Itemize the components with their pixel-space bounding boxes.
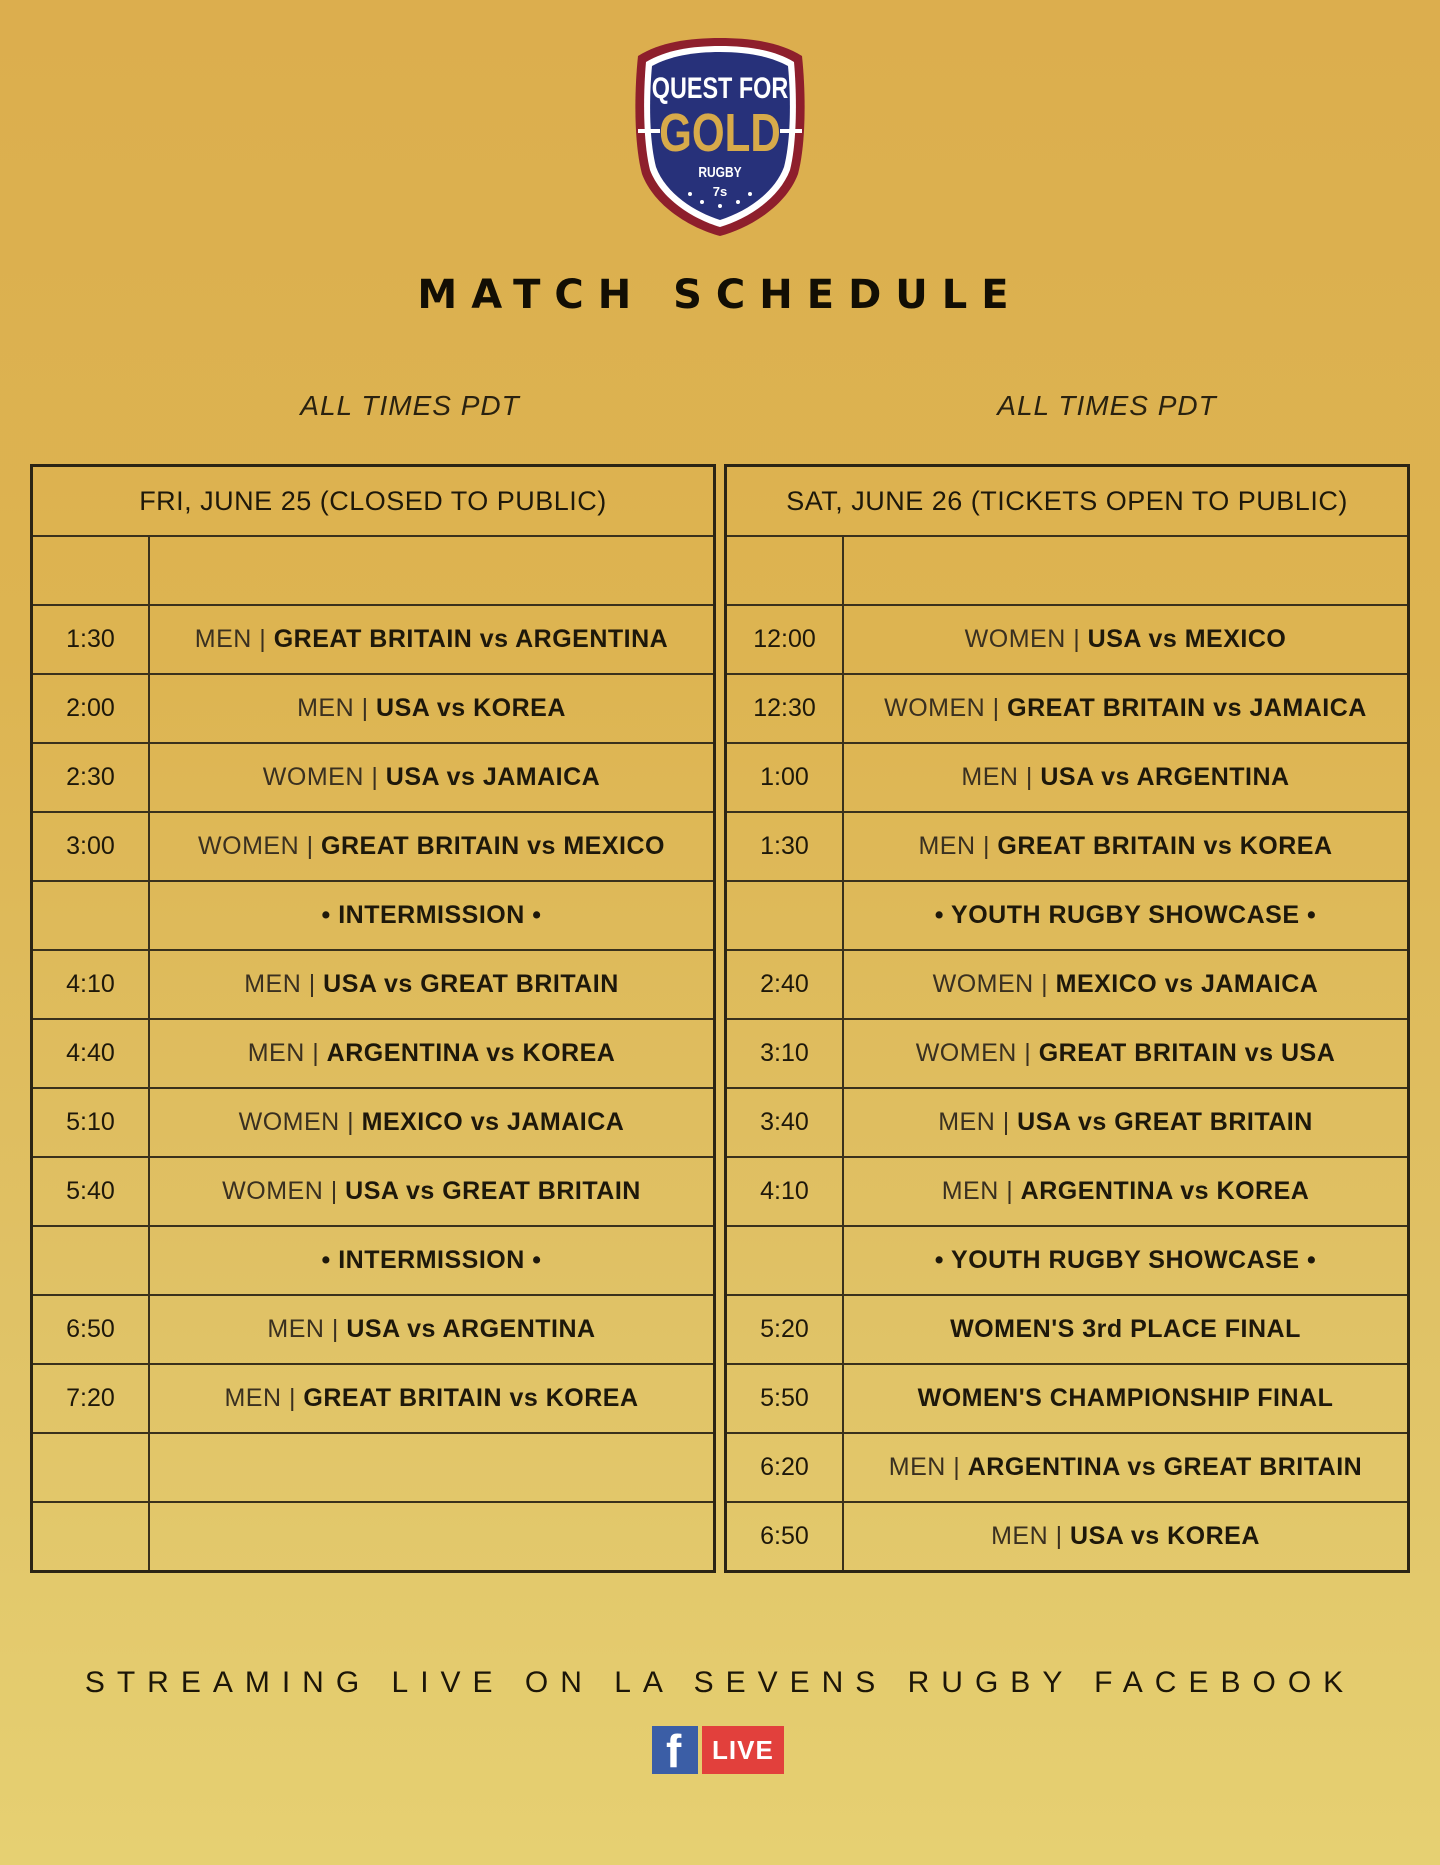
match-division: WOMEN | <box>222 1177 346 1205</box>
schedule-row <box>32 674 715 743</box>
match-cell <box>843 1019 1409 1088</box>
match-teams: GREAT BRITAIN vs MEXICO <box>321 832 665 860</box>
timezone-note-left: ALL TIMES PDT <box>300 390 520 421</box>
match-division: WOMEN | <box>964 625 1088 653</box>
schedule-row <box>726 743 1409 812</box>
friday-header: FRI, JUNE 25 (CLOSED TO PUBLIC) <box>32 466 715 537</box>
match-time: 5:10 <box>32 1088 150 1157</box>
match-teams: GREAT BRITAIN vs USA <box>1038 1039 1336 1067</box>
match-teams: USA vs GREAT BRITAIN <box>1017 1108 1313 1136</box>
match-cell <box>843 674 1409 743</box>
match-time: 4:10 <box>32 950 150 1019</box>
match-division: MEN | <box>194 625 274 653</box>
match-teams: ARGENTINA vs GREAT BRITAIN <box>967 1453 1363 1481</box>
match-teams: USA vs JAMAICA <box>385 763 601 791</box>
match-cell <box>149 674 715 743</box>
match-time: 6:50 <box>726 1502 844 1572</box>
match-teams: MEXICO vs JAMAICA <box>361 1108 625 1136</box>
match-time: 7:20 <box>32 1364 150 1433</box>
saturday-schedule-table <box>724 464 1410 1573</box>
special-event: • YOUTH RUGBY SHOWCASE • <box>934 901 1317 929</box>
match-teams: USA vs GREAT BRITAIN <box>345 1177 641 1205</box>
match-time: 1:30 <box>32 605 150 674</box>
match-division: MEN | <box>961 763 1041 791</box>
schedule-row <box>726 1226 1409 1295</box>
match-cell <box>843 1088 1409 1157</box>
friday-schedule-table <box>30 464 716 1573</box>
schedule-row <box>32 536 715 605</box>
match-cell <box>149 1364 715 1433</box>
match-teams: USA vs KOREA <box>376 694 566 722</box>
match-division: WOMEN | <box>932 970 1056 998</box>
schedule-row <box>726 1157 1409 1226</box>
match-time <box>32 1502 150 1572</box>
special-event: • INTERMISSION • <box>321 1246 542 1274</box>
match-division: MEN | <box>247 1039 327 1067</box>
schedule-row <box>32 1433 715 1502</box>
schedule-row <box>32 743 715 812</box>
schedule-row <box>32 950 715 1019</box>
quest-for-gold-logo <box>630 34 810 240</box>
streaming-notice: STREAMING LIVE ON LA SEVENS RUGBY FACEBOOK <box>84 1666 1356 1699</box>
schedule-row <box>726 950 1409 1019</box>
match-teams: USA vs GREAT BRITAIN <box>323 970 619 998</box>
match-cell <box>149 536 715 605</box>
match-cell <box>149 605 715 674</box>
schedule-row <box>726 1019 1409 1088</box>
match-cell <box>843 1157 1409 1226</box>
schedule-row <box>726 812 1409 881</box>
match-time <box>726 1226 844 1295</box>
match-cell <box>149 1226 715 1295</box>
special-event: WOMEN'S 3rd PLACE FINAL <box>950 1315 1301 1343</box>
match-cell <box>843 1502 1409 1572</box>
match-teams: USA vs ARGENTINA <box>346 1315 596 1343</box>
match-division: MEN | <box>888 1453 968 1481</box>
schedule-row <box>726 1502 1409 1572</box>
facebook-icon: f <box>652 1726 698 1774</box>
schedule-row <box>32 812 715 881</box>
match-division: WOMEN | <box>198 832 322 860</box>
match-cell <box>149 1433 715 1502</box>
match-time: 5:20 <box>726 1295 844 1364</box>
match-time: 4:10 <box>726 1157 844 1226</box>
schedule-row <box>726 1295 1409 1364</box>
match-division: MEN | <box>941 1177 1021 1205</box>
match-time: 2:40 <box>726 950 844 1019</box>
match-division: WOMEN | <box>915 1039 1039 1067</box>
match-time: 2:30 <box>32 743 150 812</box>
match-teams: MEXICO vs JAMAICA <box>1055 970 1319 998</box>
match-time: 1:00 <box>726 743 844 812</box>
match-teams: USA vs MEXICO <box>1087 625 1287 653</box>
match-cell <box>149 1019 715 1088</box>
match-cell <box>843 812 1409 881</box>
match-division: MEN | <box>938 1108 1018 1136</box>
logo-text-gold: GOLD <box>659 103 781 163</box>
match-cell <box>843 1364 1409 1433</box>
match-cell <box>843 743 1409 812</box>
match-time: 12:00 <box>726 605 844 674</box>
match-cell <box>843 1295 1409 1364</box>
schedule-row <box>32 1226 715 1295</box>
match-teams: ARGENTINA vs KOREA <box>1020 1177 1310 1205</box>
match-time <box>32 1226 150 1295</box>
schedule-row <box>726 605 1409 674</box>
match-cell <box>149 1295 715 1364</box>
live-label: LIVE <box>702 1726 784 1774</box>
match-cell <box>843 536 1409 605</box>
schedule-row <box>32 881 715 950</box>
schedule-row <box>32 605 715 674</box>
match-teams: GREAT BRITAIN vs KOREA <box>303 1384 639 1412</box>
schedule-row <box>32 1019 715 1088</box>
match-cell <box>149 1502 715 1572</box>
match-division: MEN | <box>224 1384 304 1412</box>
special-event: • INTERMISSION • <box>321 901 542 929</box>
schedule-row <box>32 1364 715 1433</box>
match-division: MEN | <box>991 1522 1071 1550</box>
match-division: WOMEN | <box>884 694 1008 722</box>
facebook-live-badge[interactable] <box>652 1725 784 1777</box>
special-event: • YOUTH RUGBY SHOWCASE • <box>934 1246 1317 1274</box>
schedule-row <box>32 1295 715 1364</box>
match-division: MEN | <box>244 970 324 998</box>
match-time <box>726 881 844 950</box>
schedule-row <box>726 1088 1409 1157</box>
match-cell <box>843 1226 1409 1295</box>
match-time: 5:40 <box>32 1157 150 1226</box>
logo-text-quest-for: QUEST FOR <box>651 72 789 105</box>
match-cell <box>149 743 715 812</box>
match-cell <box>843 881 1409 950</box>
match-teams: USA vs ARGENTINA <box>1040 763 1290 791</box>
match-time <box>32 536 150 605</box>
match-time <box>32 1433 150 1502</box>
match-cell <box>843 950 1409 1019</box>
match-time: 6:20 <box>726 1433 844 1502</box>
saturday-header: SAT, JUNE 26 (TICKETS OPEN TO PUBLIC) <box>726 466 1409 537</box>
match-time: 6:50 <box>32 1295 150 1364</box>
schedule-row <box>726 1364 1409 1433</box>
schedule-row <box>726 1433 1409 1502</box>
match-time: 5:50 <box>726 1364 844 1433</box>
logo-text-rugby: RUGBY <box>698 164 742 181</box>
schedule-row <box>726 674 1409 743</box>
match-cell <box>149 812 715 881</box>
match-time: 1:30 <box>726 812 844 881</box>
logo-text-7s: 7s <box>712 184 728 199</box>
match-time: 3:00 <box>32 812 150 881</box>
match-cell <box>843 605 1409 674</box>
match-time <box>726 536 844 605</box>
match-teams: GREAT BRITAIN vs ARGENTINA <box>273 625 669 653</box>
match-division: MEN | <box>918 832 998 860</box>
match-cell <box>843 1433 1409 1502</box>
match-division: MEN | <box>297 694 377 722</box>
page-title: MATCH SCHEDULE <box>417 272 1023 318</box>
special-event: WOMEN'S CHAMPIONSHIP FINAL <box>917 1384 1334 1412</box>
match-cell <box>149 881 715 950</box>
match-cell <box>149 1088 715 1157</box>
match-cell <box>149 1157 715 1226</box>
match-time: 3:10 <box>726 1019 844 1088</box>
schedule-row <box>32 1088 715 1157</box>
match-division: WOMEN | <box>262 763 386 791</box>
match-teams: GREAT BRITAIN vs KOREA <box>997 832 1333 860</box>
match-division: WOMEN | <box>238 1108 362 1136</box>
schedule-row <box>726 536 1409 605</box>
match-teams: GREAT BRITAIN vs JAMAICA <box>1007 694 1367 722</box>
match-time <box>32 881 150 950</box>
match-cell <box>149 950 715 1019</box>
match-division: MEN | <box>267 1315 347 1343</box>
schedule-row <box>32 1502 715 1572</box>
match-teams: ARGENTINA vs KOREA <box>326 1039 616 1067</box>
match-teams: USA vs KOREA <box>1070 1522 1260 1550</box>
match-time: 3:40 <box>726 1088 844 1157</box>
timezone-note-right: ALL TIMES PDT <box>997 390 1217 421</box>
schedule-row <box>32 1157 715 1226</box>
match-time: 4:40 <box>32 1019 150 1088</box>
match-time: 12:30 <box>726 674 844 743</box>
match-time: 2:00 <box>32 674 150 743</box>
schedule-row <box>726 881 1409 950</box>
